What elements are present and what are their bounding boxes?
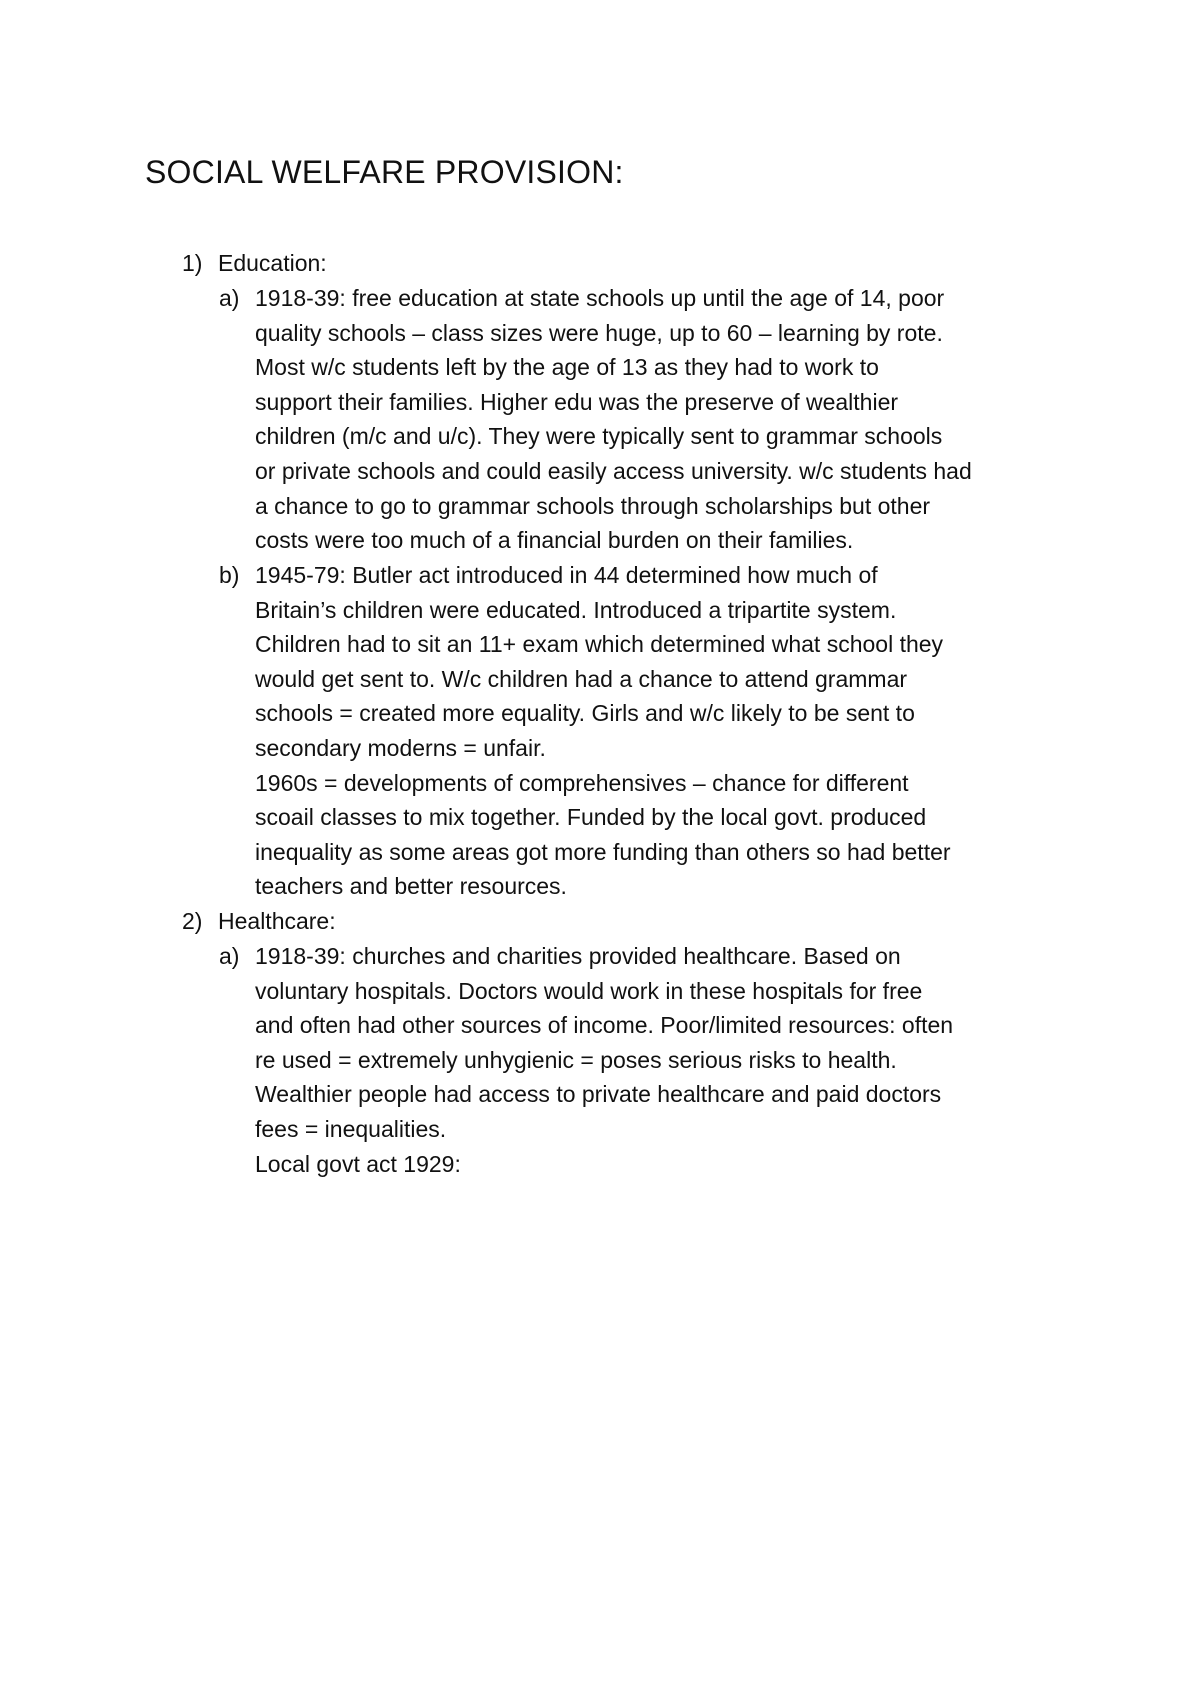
text-line: a chance to go to grammar schools through scholarships but other bbox=[255, 492, 931, 519]
list-item-education-1945-79 bbox=[255, 558, 1075, 904]
text-line: children (m/c and u/c). They were typically sent to grammar schools bbox=[255, 423, 943, 450]
page-title: SOCIAL WELFARE PROVISION: bbox=[145, 154, 624, 190]
section-number: 1) bbox=[182, 250, 203, 276]
list-item-marker: b) bbox=[219, 562, 240, 588]
text-line: re used = extremely unhygienic = poses serious risks to health. bbox=[255, 1046, 897, 1073]
text-line: scoail classes to mix together. Funded by the local govt. produced bbox=[255, 804, 927, 831]
list-item-marker: a) bbox=[219, 943, 240, 969]
text-line: fees = inequalities. bbox=[255, 1115, 447, 1142]
list-item-marker: a) bbox=[219, 285, 240, 311]
text-line: Most w/c students left by the age of 13 as they had to work to bbox=[255, 354, 879, 381]
list-item-education-1918-39 bbox=[255, 281, 1075, 558]
text-line: Wealthier people had access to private healthcare and paid doctors bbox=[255, 1081, 942, 1108]
text-line: would get sent to. W/c children had a chance to attend grammar bbox=[255, 665, 908, 692]
section-label: Education: bbox=[218, 250, 327, 276]
text-line: 1918-39: free education at state schools up until the age of 14, poor bbox=[255, 285, 945, 311]
text-line: Children had to sit an 11+ exam which determined what school they bbox=[255, 631, 944, 658]
text-line: quality schools – class sizes were huge, up to 60 – learning by rote. bbox=[255, 319, 943, 346]
section-label: Healthcare: bbox=[218, 908, 336, 934]
section-number: 2) bbox=[182, 908, 203, 934]
text-line: 1918-39: churches and charities provided healthcare. Based on bbox=[255, 943, 901, 969]
text-line: or private schools and could easily access university. w/c students had bbox=[255, 457, 972, 484]
list-item-healthcare-1918-39 bbox=[255, 939, 1075, 1181]
text-line: inequality as some areas got more funding than others so had better bbox=[255, 838, 951, 865]
text-line: secondary moderns = unfair. bbox=[255, 734, 546, 761]
text-line: Local govt act 1929: bbox=[255, 1150, 461, 1177]
text-line: teachers and better resources. bbox=[255, 873, 567, 900]
text-line: support their families. Higher edu was the preserve of wealthier bbox=[255, 388, 899, 415]
text-line: 1960s = developments of comprehensives – chance for different bbox=[255, 769, 909, 796]
text-line: and often had other sources of income. Poor/limited resources: often bbox=[255, 1012, 954, 1039]
text-line: costs were too much of a financial burden on their families. bbox=[255, 527, 854, 554]
text-line: schools = created more equality. Girls and w/c likely to be sent to bbox=[255, 700, 915, 727]
text-line: 1945-79: Butler act introduced in 44 determined how much of bbox=[255, 562, 878, 588]
text-line: Britain’s children were educated. Introduced a tripartite system. bbox=[255, 596, 897, 623]
text-line: voluntary hospitals. Doctors would work in these hospitals for free bbox=[255, 977, 923, 1004]
